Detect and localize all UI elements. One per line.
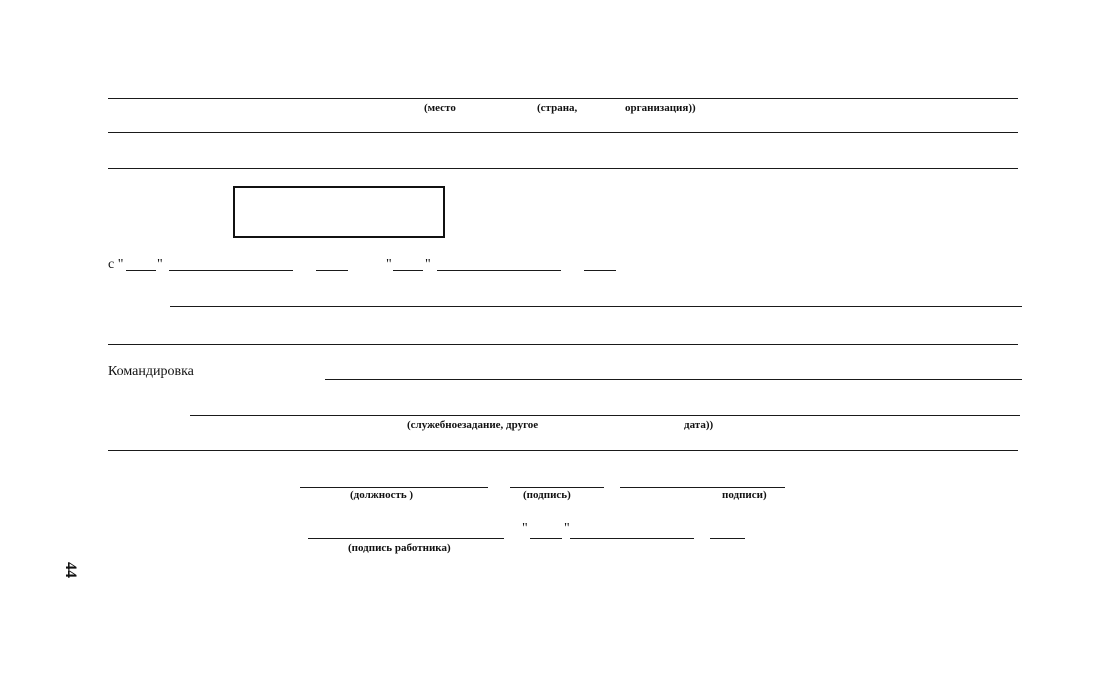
caption-signature: (подпись) [523, 489, 571, 501]
signature-transcript-field[interactable] [620, 487, 785, 488]
position-field[interactable] [300, 487, 488, 488]
date-from-prefix: с " [108, 257, 124, 272]
caption-purpose: (служебноезадание, другое [407, 419, 539, 431]
date-to-quote-close: " [425, 257, 431, 272]
trip-label: Командировка [108, 364, 194, 379]
caption-date: дата)) [684, 419, 714, 431]
caption-place: (место [424, 102, 456, 114]
duration-box[interactable] [233, 186, 445, 238]
funding-line[interactable] [170, 306, 1022, 307]
date-from-quote-close: " [157, 257, 163, 272]
trip-purpose-line-2[interactable] [190, 415, 1020, 416]
sign-date-year-field[interactable] [710, 538, 745, 539]
sign-date-quote-close: " [564, 521, 570, 536]
caption-signature-transcript: подписи) [722, 489, 767, 501]
destination-line-3 [108, 168, 1018, 169]
date-from-day-field[interactable] [126, 270, 156, 271]
trip-purpose-field[interactable] [325, 379, 1022, 380]
date-to-month-field[interactable] [437, 270, 561, 271]
date-to-day-field[interactable] [393, 270, 423, 271]
caption-organization: организация)) [625, 102, 696, 114]
sign-date-quote-open: " [522, 521, 528, 536]
destination-line-2 [108, 132, 1018, 133]
date-to-year-field[interactable] [584, 270, 616, 271]
sign-date-day-field[interactable] [530, 538, 562, 539]
caption-employee-signature: (подпись работника) [348, 542, 451, 554]
date-to-quote-open: " [386, 257, 392, 272]
employee-signature-field[interactable] [308, 538, 504, 539]
caption-country: (страна, [537, 102, 578, 114]
page-number: 44 [62, 562, 79, 578]
destination-line [108, 98, 1018, 99]
date-from-month-field[interactable] [169, 270, 293, 271]
funding-line-2 [108, 344, 1018, 345]
trip-purpose-line-3 [108, 450, 1018, 451]
sign-date-month-field[interactable] [570, 538, 694, 539]
date-from-year-field[interactable] [316, 270, 348, 271]
caption-position: (должность ) [350, 489, 414, 501]
signature-field[interactable] [510, 487, 604, 488]
